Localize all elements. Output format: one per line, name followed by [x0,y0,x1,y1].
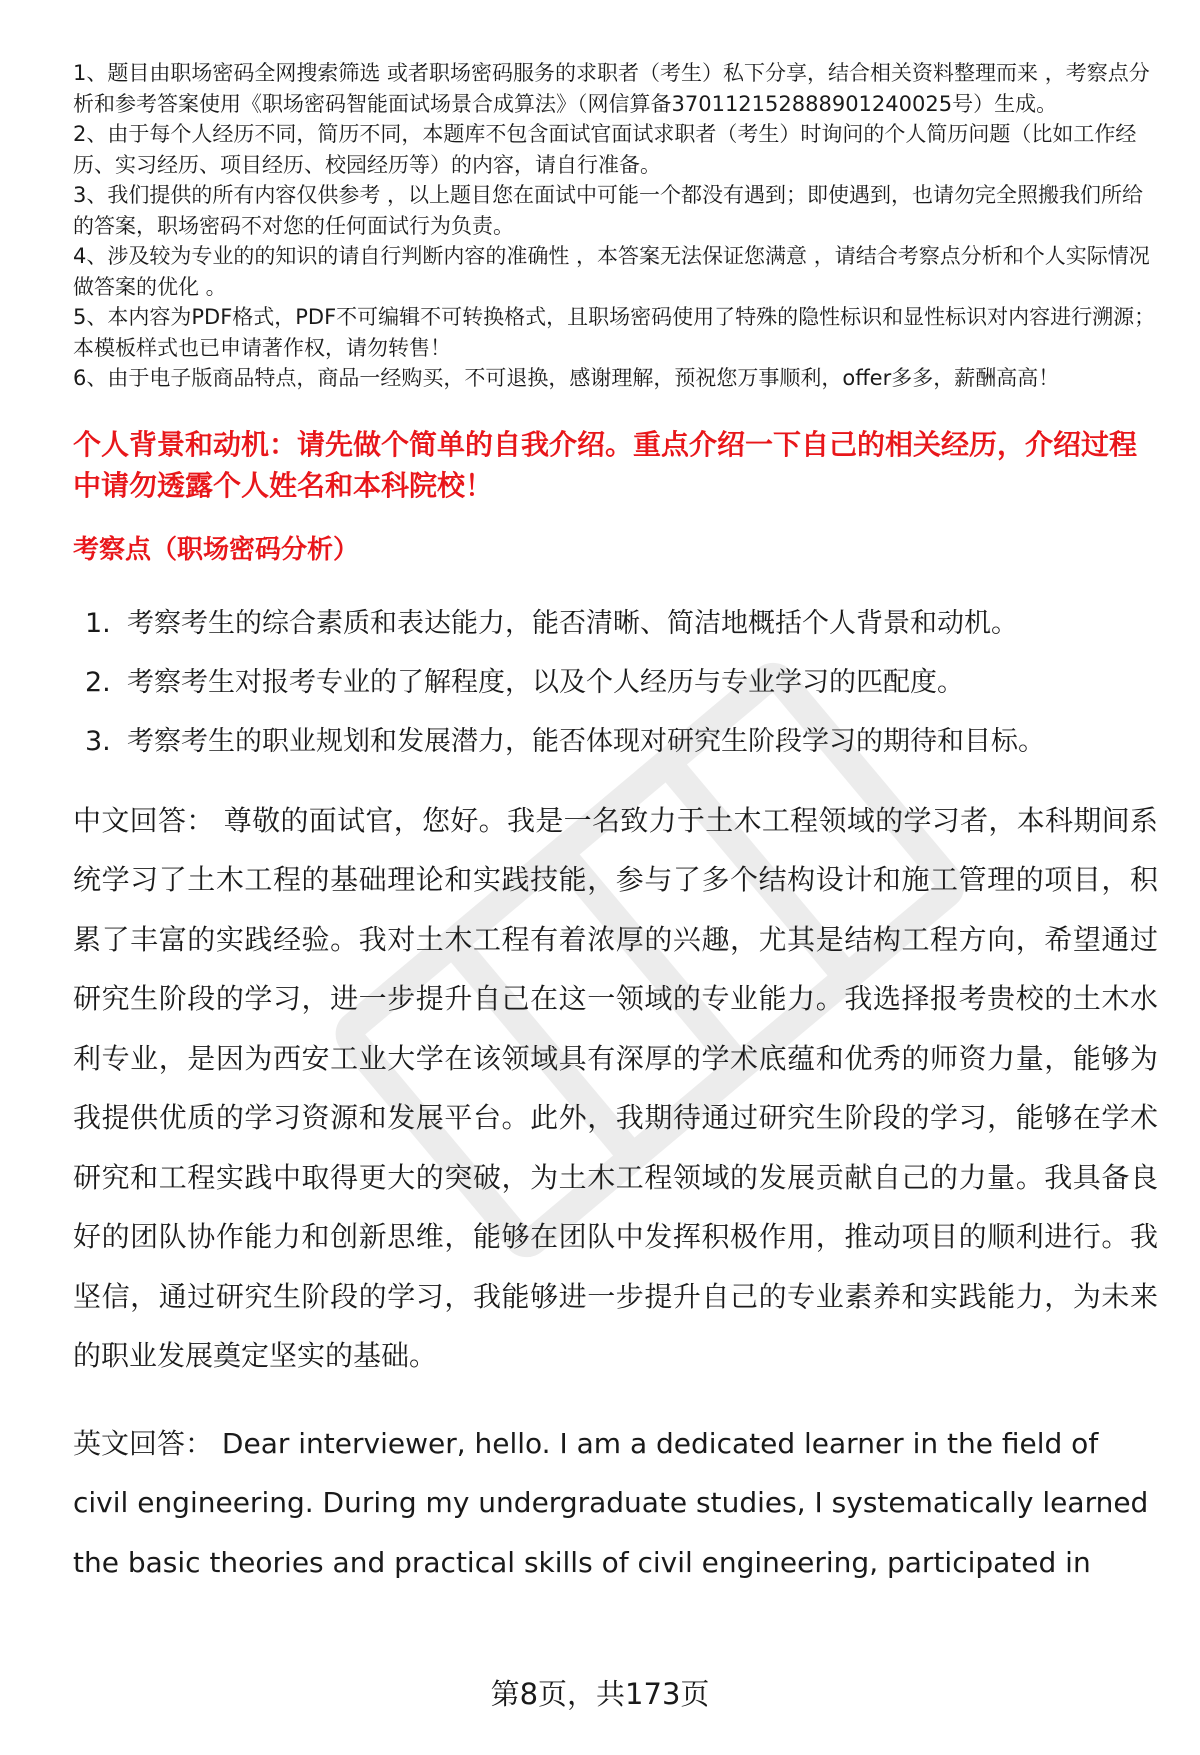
list-number: 1. [85,607,111,639]
disclaimer-item: 1、题目由职场密码全网搜索筛选 或者职场密码服务的求职者（考生）私下分享，结合相关资料整理而来 ，考察点分析和参考答案使用《职场密码智能面试场景合成算法》（网信算备370112152888901240025号）生成。 [73,61,1150,116]
list-item [85,712,1158,771]
list-text: 考察考生的职业规划和发展潜力，能否体现对研究生阶段学习的期待和目标。 [127,725,1045,757]
disclaimer-item: 3、我们提供的所有内容仅供参考 ，以上题目您在面试中可能一个都没有遇到；即使遇到，也请勿完全照搬我们所给的答案，职场密码不对您的任何面试行为负责。 [73,183,1144,238]
list-number: 2. [85,666,111,698]
list-number: 3. [85,725,111,757]
disclaimer-item: 2、由于每个人经历不同，简历不同，本题库不包含面试官面试求职者（考生）时询问的个人简历问题（比如工作经历、实习经历、项目经历、校园经历等）的内容，请自行准备。 [73,122,1137,177]
disclaimer [73,58,1158,394]
analysis-title: 考察点（职场密码分析） [73,534,360,565]
list-item [85,594,1158,653]
list-text: 考察考生的综合素质和表达能力，能否清晰、简洁地概括个人背景和动机。 [127,607,1018,639]
disclaimer-item: 6、由于电子版商品特点，商品一经购买，不可退换，感谢理解，预祝您万事顺利，offer多多，薪酬高高！ [73,366,1060,390]
page-content [73,58,1158,1620]
list-text: 考察考生对报考专业的了解程度，以及个人经历与专业学习的匹配度。 [127,666,964,698]
disclaimer-item: 4、涉及较为专业的的知识的请自行判断内容的准确性 ，本答案无法保证您满意 ，请结合考察点分析和个人实际情况做答案的优化 。 [73,244,1150,299]
question-heading: 个人背景和动机：请先做个简单的自我介绍。重点介绍一下自己的相关经历，介绍过程中请勿透露个人姓名和本科院校！ [73,427,1138,502]
analysis-points [85,594,1158,771]
disclaimer-item: 5、本内容为PDF格式，PDF不可编辑不可转换格式，且职场密码使用了特殊的隐性标识和显性标识对内容进行溯源；本模板样式也已申请著作权，请勿转售！ [73,305,1156,360]
english-answer: 英文回答： Dear interviewer, hello. I am a dedicated learner in the field of civil engineering. During my undergraduate studies, I systematically learned the basic theories and practical skills of civil engineering, participated in [73,1426,1149,1579]
list-item [85,653,1158,712]
chinese-answer: 中文回答： 尊敬的面试官，您好。我是一名致力于土木工程领域的学习者，本科期间系统学习了土木工程的基础理论和实践技能，参与了多个结构设计和施工管理的项目，积累了丰富的实践经验。我对土木工程有着浓厚的兴趣，尤其是结构工程方向，希望通过研究生阶段的学习，进一步提升自己在这一领域的专业能力。我选择报考贵校的土木水利专业，是因为西安工业大学在该领域具有深厚的学术底蕴和优秀的师资力量，能够为我提供优质的学习资源和发展平台。此外，我期待通过研究生阶段的学习，能够在学术研究和工程实践中取得更大的突破，为土木工程领域的发展贡献自己的力量。我具备良好的团队协作能力和创新思维，能够在团队中发挥积极作用，推动项目的顺利进行。我坚信，通过研究生阶段的学习，我能够进一步提升自己的专业素养和实践能力，为未来的职业发展奠定坚实的基础。 [73,803,1158,1372]
page-number: 第8页，共173页 [490,1677,710,1711]
